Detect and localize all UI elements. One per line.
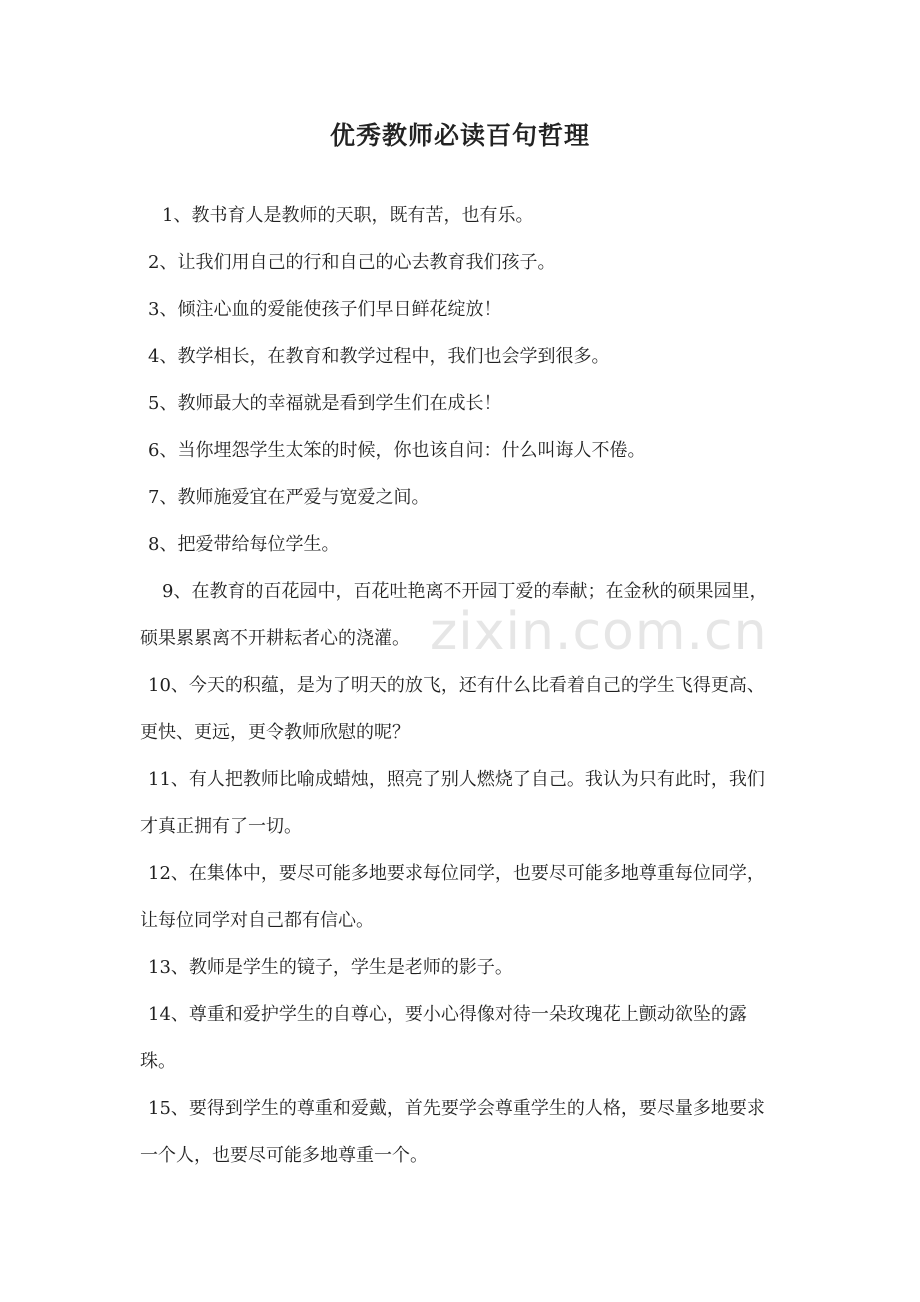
quote-item-7: 7、教师施爱宜在严爱与宽爱之间。 xyxy=(148,487,430,508)
quote-item-5: 5、教师最大的幸福就是看到学生们在成长！ xyxy=(148,393,502,414)
quote-item-12: 12、在集体中，要尽可能多地要求每位同学，也要尽可能多地尊重每位同学，让每位同学对自己都有信心。 xyxy=(140,863,765,931)
watermark: zixin.com.cn xyxy=(430,602,768,662)
quote-item-8: 8、把爱带给每位学生。 xyxy=(148,534,340,555)
quote-item-14: 14、尊重和爱护学生的自尊心，要小心得像对待一朵玫瑰花上颤动欲坠的露珠。 xyxy=(140,1004,747,1072)
quote-item-9: 9、在教育的百花园中，百花吐艳离不开园丁爱的奉献；在金秋的硕果园里，硕果累累离不开耕耘者心的浇灌。 xyxy=(140,581,768,649)
page-title: 优秀教师必读百句哲理 xyxy=(329,121,590,150)
quote-item-15: 15、要得到学生的尊重和爱戴，首先要学会尊重学生的人格，要尽量多地要求一个人，也要尽可能多地尊重一个。 xyxy=(140,1098,765,1166)
quote-item-4: 4、教学相长，在教育和教学过程中，我们也会学到很多。 xyxy=(148,346,610,367)
quote-item-10: 10、今天的积蕴，是为了明天的放飞，还有什么比看着自己的学生飞得更高、更快、更远，更令教师欣慰的呢？ xyxy=(140,675,765,743)
quote-item-13: 13、教师是学生的镜子，学生是老师的影子。 xyxy=(148,957,513,978)
quote-list xyxy=(140,192,782,1179)
quote-item-1: 1、教书育人是教师的天职，既有苦，也有乐。 xyxy=(162,205,534,226)
quote-item-3: 3、倾注心血的爱能使孩子们早日鲜花绽放！ xyxy=(148,299,502,320)
quote-item-6: 6、当你埋怨学生太笨的时候，你也该自问：什么叫诲人不倦。 xyxy=(148,440,646,461)
quote-item-11: 11、有人把教师比喻成蜡烛，照亮了别人燃烧了自己。我认为只有此时，我们才真正拥有了一切。 xyxy=(140,769,765,837)
quote-item-2: 2、让我们用自己的行和自己的心去教育我们孩子。 xyxy=(148,252,556,273)
